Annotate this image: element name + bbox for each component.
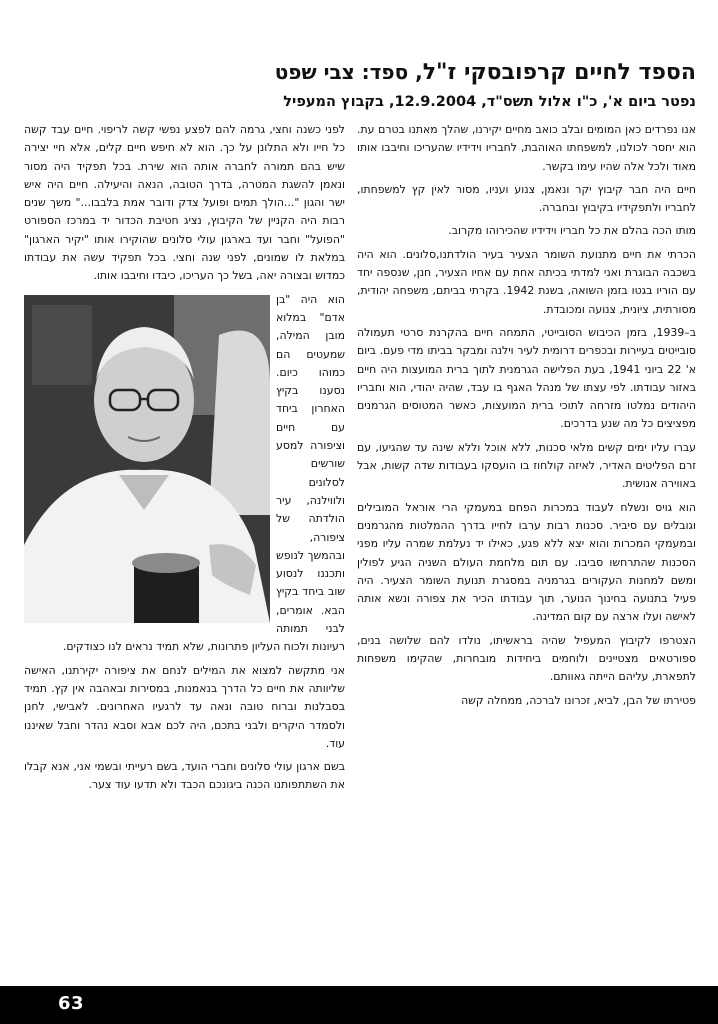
paragraph: בשם ארגון עולי סלונים וחברי הועד, בשם רעייתי ובשמי אני, אנא קבלו את השתתפותנו הכנה ביגונכם הכבד ולא תדעו עוד צער. — [24, 760, 345, 792]
paragraph: פטירתו של הבן, לביא, זכרונו לברכה, ממחלה קשה — [461, 693, 696, 707]
paragraph: הוא גויס ונשלח לעבוד במכרות הפחם במעמקי הרי אוראל המובילים וגובלים עם סיביר. סכנות רבות ערבו לחייו בדרך ההמלטות מהגרמנים ובמעמקי המכרות והוא יצא ללא פגע, כאילו יד נעלמת שמרה עליו מפני הסכנות שהתרחשו סביבו. עם תום מלחמת העולם השניה הגיע לפולין ומשם למחנות העקורים בגרמניה במסגרת תנועת השומר הצעיר. היה פעיל בתנועה בחינוך הנוער, תוך עבודתו הכיר את צפורה ונשא אותה לאישה ועלו ארצה עם קום המדינה. — [357, 500, 696, 624]
article-column-right — [357, 121, 696, 967]
paragraph: הכרתי את חיים מתנועת השומר הצעיר בעיר הולדתנו,סלונים. הוא היה בשכבה הבוגרת ואני למדתי בכיתה אחת עם אחיו הצעיר, חנן, שנספה יחד עם הוריו בגטו בזמן השואה, בשנת 1942. בקרתי בביתם, משפחה יהודית, מסורתית, ציונית, צנועה ומכובדת. — [357, 247, 696, 316]
paragraph: עברו עליו ימים קשים מלאי סכנות, ללא אוכל וללא שינה עד שהגיעו, עם זרם הפליטים האדיר, לאיזה קולחוז בו הועסקו בעבודות שדה קשות, אבל באווירה אנושית. — [357, 440, 696, 491]
eulogist-byline: , ספד: צבי שפט — [274, 60, 423, 84]
paragraph: ב–1939, בזמן הכיבוש הסובייטי, התמחה חיים בהקרנת סרטי תעמולה סובייטים בעיירות ובכפרים דרומית לעיר וילנה ומבקר בביתו מדי פעם. ביום א' 22 ביוני 1941, בעת הפלישה הגרמנית לתוך ברית המועצות היה חיים באזור עבודתו. לפי עצתו של מנהל האגף בו עבד, שהיה יהודי, הוא וחבריו היהודים נמלטו מזרחה לתוכי ברית המועצות, כאשר המטוסים הגרמנים מפציצים כל מה שנע בדרכים. — [357, 325, 696, 431]
paragraph: אנו נפרדים כאן המומים ובלב כואב מחיים יקירנו, שהלך מאתנו בטרם עת. הוא יחסר לכולנו, למשפחתו האוהבת, לחבריו וידידיו שהעריכו וחיבבו אותו מאוד ולכל אלה שהיו עימו בקשר. — [357, 123, 696, 173]
paragraph: אני מתקשה למצוא את המילים לנחם את ציפורה יקירתנו, האישה שליוותה את חיים כל הדרך בנאמנות, במסירות ובאהבה אין קץ. תמיד בסבלנות וברוח טובה ונאה עד לרגעיו האחרונים. לאבישי, לחנן ולסמדר היקרים ולבני בתכם, היה לכם אבא וסבא נהדר וחבל שאיננו עוד. — [24, 663, 345, 750]
paragraph: הצטרפו לקיבוץ המעפיל שהיה בראשיתו, נולדו להם שלושה בנים, ספורטאים מצטיינים ולוחמים ביחידות מובחרות, שהקימו משפחות לתפארת, עליהם הייתה גאוותם. — [357, 633, 696, 684]
paragraph: לפני כשנה וחצי, גרמה להם לפצע נפשי קשה לריפוי. חיים עבד קשה כל חייו ולא התלונן על כך. הוא לא חיפש חיים קלים, אלא חיי יצירה שיש בהם תמורה לחברה אותה הוא שירת. בכל תפקיד היה מסור ונאמן להשגת המטרה, בדרך הטובה, הנאה והיעילה. חיים היה איש ישר והגון "...הולך תמים ופועל צדק ודובר אמת בלבבו..." משך שנים רבות היה הקניין של הקיבוץ, נציג חטיבת הכדור יד במרכז הספורט "הפועל" וחבר ועד בארגון עולי סלונים שהוקירו אותו "יקיר הארגון" במלאת לו שמונים, לפני שנה וחצי. בכל תפקיד עשה את עבודתו כמדוש ובצורה יאה, בשל כך העריכו, כיבדו וחיבבו אותו. — [24, 123, 345, 283]
footer-bar — [0, 986, 718, 1024]
portrait-photo-icon — [24, 295, 270, 623]
portrait-photo — [24, 295, 270, 623]
page-subtitle: נפטר ביום א', כ"ו אלול תשס"ד, 12.9.2004, בקבוץ המעפיל — [283, 94, 696, 110]
article-column-left — [24, 121, 345, 967]
page-title — [20, 60, 696, 86]
eulogy-title: הספד לחיים קרפובסקי ז"ל — [422, 60, 696, 85]
paragraph: מותו הכה בהלם את כל חבריו וידידיו שהכירוהו מקרוב. — [448, 224, 696, 238]
paragraph: חיים היה חבר קיבוץ יקר ונאמן, צנוע ועניו, מסור לאין קץ למשפחתו, לחבריו ולתפקידיו בקיבוץ ובחברה. — [357, 182, 696, 215]
page-number: 63 — [58, 993, 85, 1014]
paragraph: הוא היה "בן אדם" במלוא מובן המילה, שמעטים הם כמוהו כיום. נסענו בקיץ האחרון ביחד עם חיים וציפורה למסע שורשים לסלונים ולווילנה, עיר הולדתה של ציפורה, ובהמשך לנופש ותכננו לנסוע שוב ביחד בקיץ הבא. אומרים, לבני תמותה רעיונות ולכוח העליון פתרונות, שלא תמיד נראים לנו כצודקים. — [62, 292, 345, 654]
